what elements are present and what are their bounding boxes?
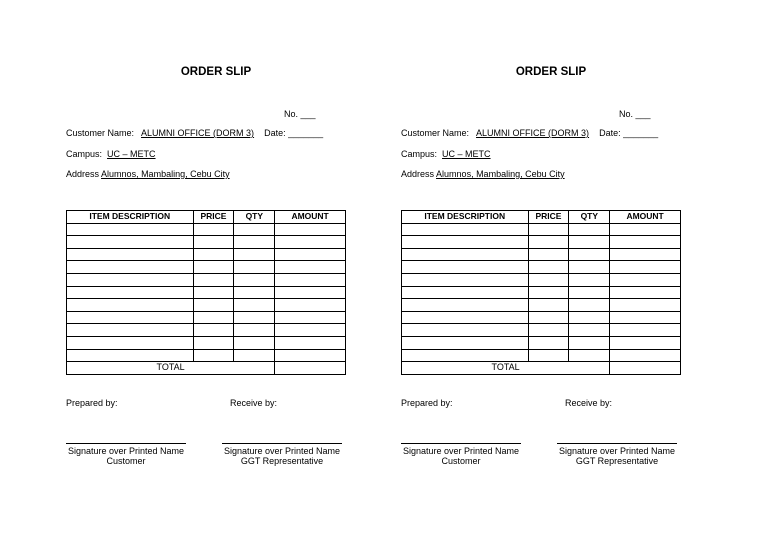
table-row — [67, 223, 346, 236]
table-row — [402, 336, 681, 349]
table-row — [67, 261, 346, 274]
total-amount-cell — [275, 362, 346, 375]
customer-row — [401, 128, 658, 138]
table-row — [402, 223, 681, 236]
campus-value: UC – METC — [442, 149, 491, 159]
signature-caption-line1: Signature over Printed Name — [558, 446, 676, 456]
items-table — [66, 210, 346, 375]
order-number: No. ___ — [619, 109, 651, 119]
order-number: No. ___ — [284, 109, 316, 119]
signature-caption-representative — [557, 446, 677, 466]
table-header-row — [402, 211, 681, 224]
order-slip-right — [401, 0, 701, 543]
table-row — [402, 286, 681, 299]
col-qty: QTY — [234, 211, 275, 224]
customer-row — [66, 128, 323, 138]
signature-caption-customer — [66, 446, 186, 466]
table-row — [402, 236, 681, 249]
date-label: Date: _______ — [599, 128, 659, 138]
address-value: Alumnos, Mambaling, Cebu City — [101, 169, 230, 179]
table-row — [402, 311, 681, 324]
signature-line-representative — [222, 443, 342, 444]
campus-row — [401, 149, 491, 159]
customer-label: Customer Name: — [401, 128, 470, 138]
customer-value: ALUMNI OFFICE (DORM 3) — [476, 128, 590, 138]
table-row — [402, 261, 681, 274]
table-row — [67, 299, 346, 312]
table-row — [67, 311, 346, 324]
campus-row — [66, 149, 156, 159]
total-amount-cell — [610, 362, 681, 375]
col-item-description: ITEM DESCRIPTION — [402, 211, 529, 224]
customer-value: ALUMNI OFFICE (DORM 3) — [141, 128, 255, 138]
col-qty: QTY — [569, 211, 610, 224]
campus-value: UC – METC — [107, 149, 156, 159]
signature-caption-line1: Signature over Printed Name — [402, 446, 520, 456]
slip-title: ORDER SLIP — [515, 66, 587, 78]
signature-caption-line2: Customer — [441, 456, 481, 466]
table-row — [402, 299, 681, 312]
col-amount: AMOUNT — [610, 211, 681, 224]
table-row — [402, 324, 681, 337]
customer-label: Customer Name: — [66, 128, 135, 138]
col-amount: AMOUNT — [275, 211, 346, 224]
signature-caption-line2: Customer — [106, 456, 146, 466]
receive-by-label: Receive by: — [565, 398, 613, 408]
col-item-description: ITEM DESCRIPTION — [67, 211, 194, 224]
table-row — [402, 273, 681, 286]
address-label: Address — [66, 169, 100, 179]
signature-caption-representative — [222, 446, 342, 466]
table-row — [67, 349, 346, 362]
campus-label: Campus: — [401, 149, 438, 159]
signature-line-representative — [557, 443, 677, 444]
table-row — [67, 248, 346, 261]
table-row — [67, 324, 346, 337]
total-label: TOTAL — [67, 362, 275, 375]
prepared-by-label: Prepared by: — [66, 398, 118, 408]
date-label: Date: _______ — [264, 128, 324, 138]
table-row — [67, 336, 346, 349]
col-price: PRICE — [193, 211, 234, 224]
signature-line-customer — [401, 443, 521, 444]
signature-caption-line2: GGT Representative — [575, 456, 659, 466]
prepared-by-label: Prepared by: — [401, 398, 453, 408]
slip-title: ORDER SLIP — [180, 66, 252, 78]
signature-caption-line1: Signature over Printed Name — [67, 446, 185, 456]
table-row — [402, 248, 681, 261]
table-total-row — [67, 362, 346, 375]
table-row — [67, 236, 346, 249]
address-value: Alumnos, Mambaling, Cebu City — [436, 169, 565, 179]
total-label: TOTAL — [402, 362, 610, 375]
signature-line-customer — [66, 443, 186, 444]
items-table — [401, 210, 681, 375]
order-slip-left — [66, 0, 366, 543]
col-price: PRICE — [528, 211, 569, 224]
address-label: Address — [401, 169, 435, 179]
table-header-row — [67, 211, 346, 224]
table-row — [402, 349, 681, 362]
table-row — [67, 273, 346, 286]
campus-label: Campus: — [66, 149, 103, 159]
signature-caption-line2: GGT Representative — [240, 456, 324, 466]
signature-caption-customer — [401, 446, 521, 466]
signature-caption-line1: Signature over Printed Name — [223, 446, 341, 456]
table-total-row — [402, 362, 681, 375]
address-row — [401, 169, 565, 179]
table-row — [67, 286, 346, 299]
address-row — [66, 169, 230, 179]
receive-by-label: Receive by: — [230, 398, 278, 408]
